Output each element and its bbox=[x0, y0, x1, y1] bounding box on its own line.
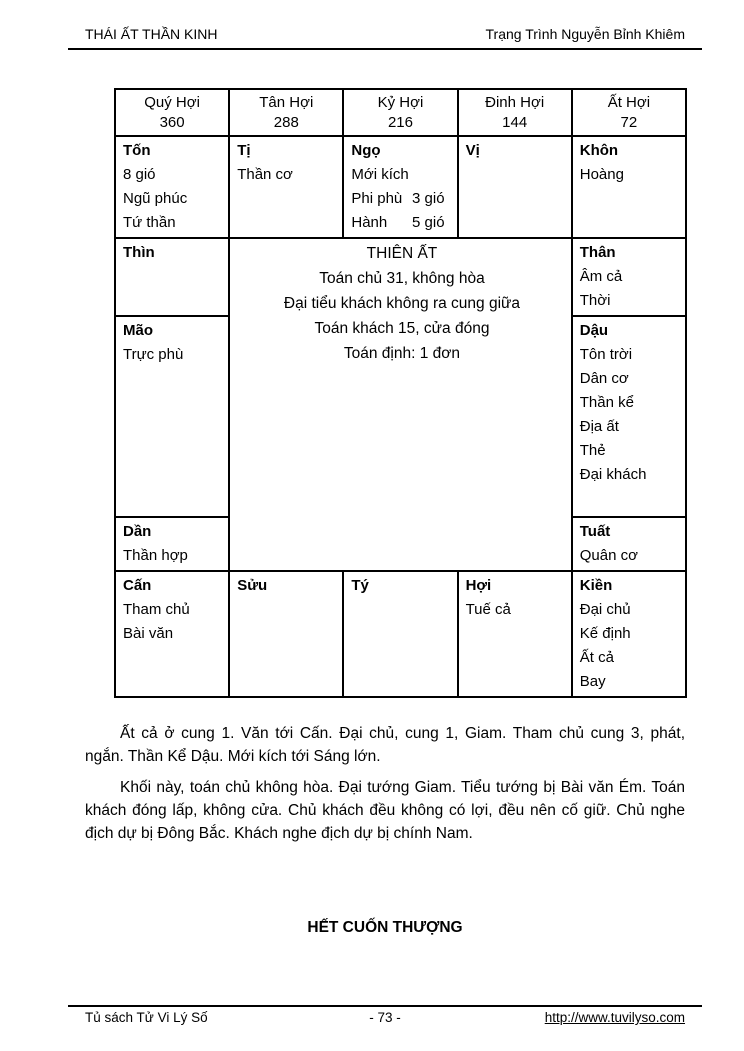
palace-line: Thần kể bbox=[579, 394, 634, 411]
palace-suu bbox=[229, 571, 343, 697]
palace-line: Hoàng bbox=[579, 166, 624, 183]
palace-label: Kiền bbox=[579, 577, 613, 594]
palace-line: Tôn trời bbox=[579, 346, 633, 363]
palace-line: Âm cả bbox=[579, 268, 623, 285]
palace-label: Vị bbox=[465, 142, 480, 159]
running-footer bbox=[68, 1005, 702, 1025]
palace-label: Ngọ bbox=[351, 142, 381, 159]
palace-label: Tốn bbox=[123, 142, 151, 159]
palace-label: Thìn bbox=[123, 244, 155, 261]
palace-label: Cấn bbox=[123, 577, 152, 594]
center-line: Toán định: 1 đơn bbox=[343, 345, 461, 362]
palace-ton bbox=[115, 136, 229, 238]
year-cell-at-hoi bbox=[572, 89, 686, 136]
palace-line: Bài văn bbox=[123, 625, 174, 642]
palace-ty bbox=[343, 571, 457, 697]
palace-line: Dân cơ bbox=[579, 370, 629, 387]
footer-series-name: Tủ sách Tử Vi Lý Số bbox=[85, 1010, 208, 1025]
center-line: Toán khách 15, cửa đóng bbox=[314, 320, 490, 337]
palace-thin bbox=[115, 238, 229, 316]
center-line: Toán chủ 31, không hòa bbox=[319, 270, 485, 287]
palace-label: Tuất bbox=[579, 523, 611, 540]
palace-khon bbox=[572, 136, 686, 238]
palace-row-thin bbox=[115, 238, 686, 316]
year-cell-dinh-hoi bbox=[458, 89, 572, 136]
year-number: 360 bbox=[159, 114, 185, 131]
commentary-text bbox=[68, 722, 702, 937]
palace-dan bbox=[115, 517, 229, 571]
palace-line: Đại khách bbox=[579, 466, 647, 483]
palace-than bbox=[572, 238, 686, 316]
page-number: - 73 - bbox=[369, 1010, 401, 1025]
palace-line: 8 gió bbox=[123, 166, 156, 183]
palace-line: Ngũ phúc bbox=[123, 190, 188, 207]
year-name: Ất Hợi bbox=[607, 94, 651, 111]
author-name: Trạng Trình Nguyễn Bỉnh Khiêm bbox=[485, 26, 685, 42]
palace-line: Địa ất bbox=[579, 418, 619, 435]
year-number: 288 bbox=[273, 114, 299, 131]
palace-line: Thời bbox=[579, 292, 611, 309]
website-link[interactable]: http://www.tuvilyso.com bbox=[544, 1010, 686, 1025]
palace-can bbox=[115, 571, 229, 697]
palace-line: Quân cơ bbox=[579, 547, 638, 564]
palace-label: Khôn bbox=[579, 142, 619, 159]
palace-line: Mới kích bbox=[351, 166, 409, 183]
palace-dau bbox=[572, 316, 686, 517]
year-name: Đinh Hợi bbox=[485, 94, 545, 111]
palace-label: Tý bbox=[351, 577, 369, 594]
year-cell-tan-hoi bbox=[229, 89, 343, 136]
center-line: Đại tiểu khách không ra cung giữa bbox=[283, 295, 521, 312]
palace-line: Kế định bbox=[579, 625, 631, 642]
nine-palace-chart bbox=[114, 88, 687, 698]
palace-tuat bbox=[572, 517, 686, 571]
palace-label: Dậu bbox=[579, 322, 609, 339]
palace-vi bbox=[458, 136, 572, 238]
palace-line: Thẻ bbox=[579, 442, 606, 459]
palace-line: Bay bbox=[579, 673, 606, 690]
palace-label: Thân bbox=[579, 244, 616, 261]
year-name: Kỷ Hợi bbox=[377, 94, 424, 111]
paragraph: Ất cả ở cung 1. Văn tới Cấn. Đại chủ, cung 1, Giam. Tham chủ cung 3, phát, ngắn. Thần Kể Dậu. Mới kích tới Sáng lớn. bbox=[85, 725, 685, 765]
palace-label: Dần bbox=[123, 523, 152, 540]
palace-line: Tuế cả bbox=[465, 601, 511, 618]
palace-line: Trực phù bbox=[123, 346, 184, 363]
palace-row-top bbox=[115, 136, 686, 238]
palace-hoi bbox=[458, 571, 572, 697]
pair-name: Hành bbox=[351, 214, 388, 231]
palace-row-bottom bbox=[115, 571, 686, 697]
palace-label: Mão bbox=[123, 322, 153, 339]
palace-kien bbox=[572, 571, 686, 697]
palace-label: Hợi bbox=[465, 577, 492, 594]
palace-line: Tứ thần bbox=[123, 214, 176, 231]
pair-value: 5 gió bbox=[412, 214, 445, 231]
pair-value: 3 gió bbox=[412, 190, 445, 207]
palace-line-pair bbox=[351, 187, 452, 211]
year-name: Quý Hợi bbox=[144, 94, 200, 111]
year-number: 216 bbox=[387, 114, 413, 131]
palace-label: Tị bbox=[237, 142, 251, 159]
palace-line: Thần hợp bbox=[123, 547, 188, 564]
year-name: Tân Hợi bbox=[259, 94, 314, 111]
pair-name: Phi phù bbox=[351, 190, 403, 207]
palace-ngo bbox=[343, 136, 457, 238]
palace-label: Sửu bbox=[237, 577, 268, 594]
palace-line: Tham chủ bbox=[123, 601, 190, 618]
section-end-title: HẾT CUỐN THƯỢNG bbox=[307, 919, 463, 936]
center-title: THIÊN ẤT bbox=[366, 245, 438, 262]
year-number: 72 bbox=[620, 114, 638, 131]
palace-ti bbox=[229, 136, 343, 238]
palace-line: Đại chủ bbox=[579, 601, 631, 618]
year-number: 144 bbox=[502, 114, 528, 131]
year-cell-quy-hoi bbox=[115, 89, 229, 136]
running-header bbox=[68, 0, 702, 50]
year-header-row bbox=[115, 89, 686, 136]
palace-line-pair bbox=[351, 211, 452, 235]
palace-line: Thần cơ bbox=[237, 166, 293, 183]
palace-line: Ất cả bbox=[579, 649, 614, 666]
book-title: THÁI ẤT THẦN KINH bbox=[85, 26, 218, 42]
palace-mao bbox=[115, 316, 229, 517]
year-cell-ky-hoi bbox=[343, 89, 457, 136]
paragraph: Khối này, toán chủ không hòa. Đại tướng Giam. Tiểu tướng bị Bài văn Ém. Toán khách đóng lấp, không cửa. Chủ khách đều không có lợi, đều nên cố giữ. Chủ nghe địch dự bị Đông Bắc. Khách nghe địch dự bị chính Nam. bbox=[85, 779, 685, 842]
center-result-cell bbox=[229, 238, 572, 571]
